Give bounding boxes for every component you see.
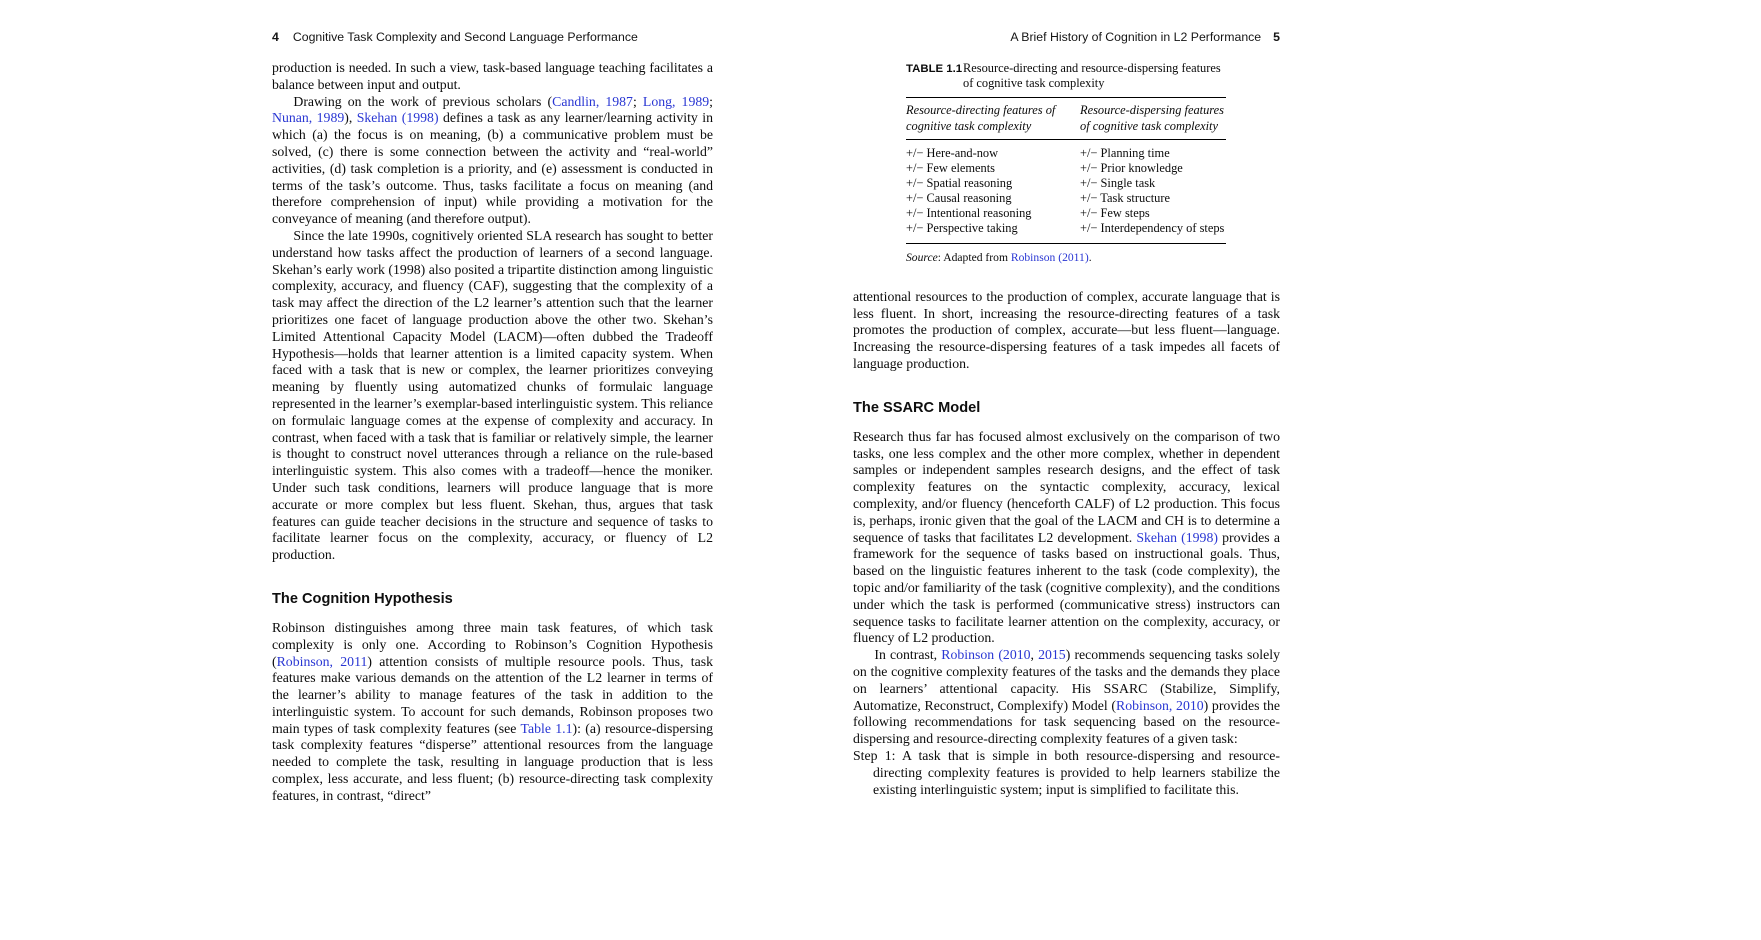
left-page-body: [272, 60, 713, 805]
table-cell: +/− Here-and-now: [906, 145, 999, 160]
body-paragraph: [853, 429, 1280, 647]
table-cell: +/− Few elements: [906, 160, 995, 175]
text-run: ),: [344, 110, 357, 126]
table-cell: +/− Intentional reasoning: [906, 205, 1032, 220]
body-paragraph: [272, 60, 713, 94]
body-paragraph: [272, 620, 713, 805]
text-run: ) attention consists of multiple resource pools. Thus, task features make various demands on the attention of the L2 learner in terms of the learner’s ability to manage features of the task in addition to the interlinguistic system. To account for such demands, Robinson proposes two main types of task complexity features (see: [272, 653, 713, 736]
text-run: In contrast,: [874, 647, 942, 663]
table-cell: +/− Prior knowledge: [1080, 160, 1183, 175]
text-run: ) provides the following recommendations for task sequencing based on the resource-dispersing and resource-directing complexity features of a given task:: [853, 697, 1280, 747]
text-run: : Adapted from: [937, 250, 1011, 264]
table-row: [906, 221, 1226, 236]
right-page: [853, 30, 1280, 798]
table-cell: +/− Interdependency of steps: [1080, 220, 1225, 235]
table-col-header-resource-directing: Resource-directing features of cognitive task complexity: [906, 103, 1056, 133]
citation-link[interactable]: 2015: [1038, 647, 1066, 663]
table-header-row: [906, 98, 1226, 139]
running-head-title-left: Cognitive Task Complexity and Second Language Performance: [292, 30, 638, 44]
running-head-title-right: A Brief History of Cognition in L2 Performance: [1010, 30, 1262, 44]
text-run: .: [1088, 250, 1092, 264]
page-number-right: 5: [1273, 30, 1280, 44]
section-heading-ssarc-model: The SSARC Model: [853, 399, 981, 416]
table-cell: +/− Spatial reasoning: [906, 175, 1013, 190]
table-row: [906, 161, 1226, 176]
step-1-paragraph: [853, 748, 1280, 798]
table-source-note: [906, 251, 1226, 265]
text-run: production is needed. In such a view, task-based language teaching facilitates a balance between input and output.: [272, 60, 713, 92]
running-head-left: [272, 30, 713, 45]
text-run: Step 1: A task that is simple in both resource-dispersing and resource-directing complexity features is provided to help learners stabilize the existing interlinguistic system; input is simplified to facilitate this.: [853, 747, 1280, 797]
body-paragraph: [272, 94, 713, 228]
table-cell: +/− Perspective taking: [906, 220, 1018, 235]
text-run: provides a framework for the sequence of tasks based on instructional goals. Thus, based on the linguistic features inherent to the task (code complexity), the topic and/or familiarity of the task (cognitive complexity), and the conditions under which the task is performed (communicative stress) instructors can sequence tasks to facilitate learner attention on the complexity, accuracy, or fluency of L2 production.: [853, 529, 1280, 646]
table-row: [906, 191, 1226, 206]
table-1-1: [906, 61, 1226, 265]
table-cell: +/− Few steps: [1080, 205, 1150, 220]
body-paragraph: [853, 647, 1280, 748]
citation-link[interactable]: Nunan, 1989: [272, 110, 345, 126]
text-run: Since the late 1990s, cognitively oriented SLA research has sought to better understand how tasks affect the production of learners of a second language. Skehan’s early work (1998) also posited a tripartite distinction among linguistic complexity, accuracy, and fluency (CAF), suggesting that the complexity of a task may affect the direction of the L2 learner’s attention such that the learner prioritizes one facet of language production above the other two. Skehan’s Limited Attentional Capacity Model (LACM)—often dubbed the Tradeoff Hypothesis—holds that learner attention is a limited capacity system. When faced with a task that is new or complex, the learner prioritizes conveying meaning by fluently using automatized chunks of formulaic language represented in the learner’s exemplar-based interlinguistic system. This reliance on formulaic language comes at the expense of complexity and accuracy. In contrast, when faced with a task that is familiar or relatively simple, the learner is thought to construct novel utterances through a reliance on the rule-based interlinguistic system. This also comes with a tradeoff—hence the moniker. Under such task conditions, learners will produce language that is more accurate or more complex but less fluent. Skehan, thus, argues that task features can guide teacher decisions in the structure and sequence of tasks to facilitate learner focus on the complexity, accuracy, or fluency of L2 production.: [272, 227, 713, 563]
citation-link[interactable]: Robinson, 2011: [276, 653, 368, 669]
citation-link[interactable]: Candlin, 1987: [552, 93, 633, 109]
citation-link[interactable]: Robinson (2010: [941, 647, 1031, 663]
table-cell: +/− Planning time: [1080, 145, 1170, 160]
table-label: TABLE 1.1: [906, 62, 963, 75]
left-page: [272, 30, 713, 805]
page-number-left: 4: [272, 30, 279, 44]
running-head-right: [853, 30, 1280, 45]
table-row: [906, 206, 1226, 221]
text-run: ;: [632, 93, 643, 109]
text-run: Drawing on the work of previous scholars (: [293, 93, 553, 109]
text-run: ;: [709, 93, 713, 109]
table-col-header-resource-dispersing: Resource-dispersing features of cognitive task complexity: [1080, 103, 1224, 133]
table-row: [906, 146, 1226, 161]
table-cell: +/− Single task: [1080, 175, 1156, 190]
body-paragraph: [272, 228, 713, 564]
section-heading-cognition-hypothesis: The Cognition Hypothesis: [272, 590, 453, 607]
table-rows: [906, 140, 1226, 243]
text-run: defines a task as any learner/learning activity in which (a) the focus is on meaning, (b) a communicative problem must be solved, (c) there is some connection between the activity and “real-world” activities, (d) task completion is a priority, and (e) assessment is conducted in terms of the task’s outcome. Thus, tasks facilitate a focus on meaning (and therefore comprehension of input) while providing a motivation for the conveyance of meaning (and therefore output).: [272, 110, 713, 227]
text-run: attentional resources to the production of complex, accurate language that is less fluent. In short, increasing the resource-directing features of a task promotes the production of complex, accurate—but less fluent—language. Increasing the resource-dispersing features of a task impedes all facets of language production.: [853, 288, 1280, 371]
citation-link[interactable]: Robinson, 2010: [1116, 697, 1204, 713]
text-run: Source: [906, 250, 938, 264]
citation-link[interactable]: Table 1.1: [520, 720, 573, 736]
table-cell: +/− Causal reasoning: [906, 190, 1012, 205]
text-run: ): (a) resource-dispersing task complexity features “disperse” attentional resources from the language needed to complete the task, resulting in language production that is less complex, less accurate, and less fluent; (b) resource-directing task complexity features, in contrast, “direct”: [272, 720, 713, 803]
citation-link[interactable]: Skehan (1998): [1136, 529, 1218, 545]
citation-link[interactable]: Long, 1989: [642, 93, 710, 109]
table-cell: +/− Task structure: [1080, 190, 1170, 205]
text-run: ) recommends sequencing tasks solely on the cognitive complexity features of the tasks and the demands they place on learners’ attentional capacity. His SSARC (Stabilize, Simplify, Automatize, Reconstruct, Complexify) Model (: [853, 647, 1280, 713]
citation-link[interactable]: Skehan (1998): [356, 110, 439, 126]
table-row: [906, 176, 1226, 191]
body-paragraph: [853, 289, 1280, 373]
text-run: Research thus far has focused almost exclusively on the comparison of two tasks, one less complex and the other more complex, whether in dependent samples or independent samples research designs, and the effect of task complexity features on the syntactic complexity, accuracy, lexical complexity, and/or fluency (henceforth CALF) of L2 production. This focus is, perhaps, ironic given that the goal of the LACM and CH is to determine a sequence of tasks that facilitates L2 development.: [853, 428, 1280, 545]
text-run: ,: [1030, 647, 1039, 663]
citation-link[interactable]: Robinson (2011): [1010, 250, 1089, 264]
table-caption-row: [906, 61, 1226, 91]
right-page-body: [853, 289, 1280, 799]
table: [906, 97, 1226, 243]
text-run: Robinson distinguishes among three main task features, of which task complexity is only one. According to Robinson’s Cognition Hypothesis (: [272, 619, 713, 669]
table-caption: Resource-directing and resource-dispersing features of cognitive task complexity: [963, 61, 1221, 91]
